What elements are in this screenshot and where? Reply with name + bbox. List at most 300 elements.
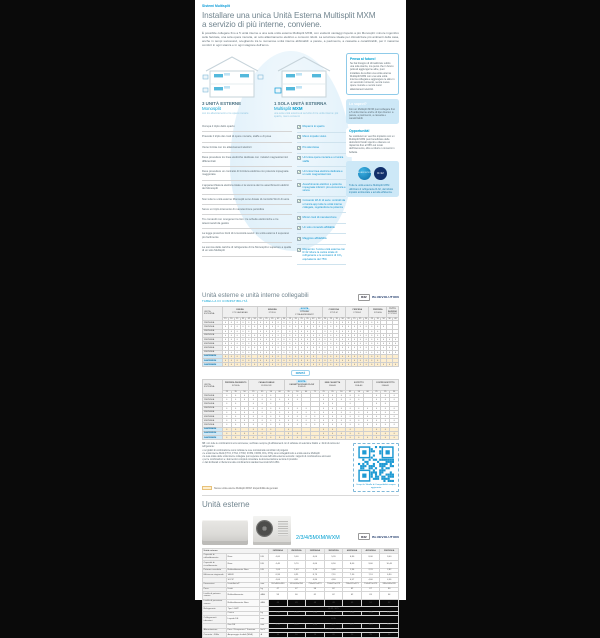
model-cell: 2MXM50A — [203, 398, 223, 402]
con-item: Prevede il triplo dei costi di opere murarie, staffe e di posa — [202, 132, 292, 142]
compat-cell: • — [258, 338, 264, 342]
compat-cell: • — [275, 354, 281, 358]
compat-cell: • — [223, 436, 232, 440]
spec-value: 6,90 — [380, 573, 399, 578]
intro-paragraph: È possibile collegare fino a 5 unità interne a una sola unità esterna Multisplit MXM, con evidenti vantaggi rispetto a più Monosplit: minore ingombro sulle facciate, una sola opera muraria, un solo allacciamento elettrico e consumi ridotti. La soluzione ideale per climatizzare più ambienti della casa, anche in tempi successivi, scegliendo tra le numerose unità interne abbinabili: a parete, a pavimento, a cassetta e canalizzabili, per il massimo comfort in ogni stanza e in ogni stagione dell'anno. — [202, 31, 399, 47]
table-row — [203, 436, 399, 440]
compat-cell: • — [316, 325, 322, 329]
compat-cell: • — [249, 402, 258, 406]
sidebar-box-opportunity — [346, 128, 399, 157]
compat-cell: • — [299, 338, 305, 342]
spec-row — [203, 599, 399, 606]
compat-cell: • — [357, 359, 363, 363]
compat-cell: • — [223, 338, 229, 342]
compat-cell: • — [354, 419, 363, 423]
compat-cell: • — [351, 333, 357, 337]
compat-cell: • — [299, 346, 305, 350]
spec-value: 7,51 — [361, 573, 380, 578]
size-header: 25 — [370, 317, 374, 320]
compat-cell: • — [340, 363, 346, 367]
compat-cell: • — [319, 410, 328, 414]
compat-cell: • — [258, 398, 267, 402]
spec-row — [203, 592, 399, 599]
compat-cell: • — [305, 363, 311, 367]
size-header: 25 — [265, 317, 268, 320]
compat-cell: • — [246, 359, 252, 363]
spec-value: 4,56 — [380, 578, 399, 583]
compat-cell: • — [334, 346, 340, 350]
compat-cell: • — [240, 329, 246, 333]
size-header: 25 — [235, 317, 239, 320]
compat-cell: • — [363, 423, 372, 427]
unit-group-header: EMURA FTXJ-AW/AS/AB — [223, 306, 258, 317]
compat-cell: • — [372, 419, 381, 423]
model-cell: 3AMXM68M — [203, 363, 223, 367]
spec-subcategory: Liquido DE — [227, 616, 260, 623]
compat-cell: • — [372, 410, 381, 414]
compat-cell: • — [284, 431, 293, 435]
compat-cell: • — [337, 394, 346, 398]
compat-cell: • — [357, 321, 363, 325]
spec-value: 4,60 — [306, 561, 325, 568]
spec-value: 47 — [269, 587, 288, 592]
compat-cell: • — [249, 415, 258, 419]
compatibility-table — [202, 379, 399, 441]
spec-unit: mm — [260, 616, 269, 623]
compat-cell: • — [269, 342, 275, 346]
spec-subcategory: Tipo / GWP — [227, 607, 260, 612]
check-icon: ✓ — [298, 215, 302, 220]
compat-cell: • — [381, 350, 387, 354]
spec-category: Livello di pressione sonora — [203, 599, 227, 606]
compat-cell: • — [375, 346, 381, 350]
compat-cell: • — [346, 402, 355, 406]
compat-cell: • — [223, 410, 232, 414]
spec-value: 60 — [287, 592, 306, 599]
compatibility-table-2 — [202, 379, 399, 441]
spec-value: 20 — [324, 633, 343, 638]
title-line-1: Installare una unica Unità Esterna Multisplit MXM — [202, 11, 376, 20]
compat-cell: • — [346, 398, 355, 402]
compat-cell: • — [369, 359, 375, 363]
compat-cell: • — [369, 321, 375, 325]
compat-cell: • — [266, 415, 275, 419]
compat-cell: • — [249, 436, 258, 440]
compat-cell: • — [234, 321, 240, 325]
compat-cell: • — [275, 329, 281, 333]
compat-cell: • — [390, 419, 399, 423]
compat-cell: • — [284, 410, 293, 414]
compat-cell: • — [322, 346, 328, 350]
check-icon: ✓ — [298, 145, 302, 150]
check-icon: ✓ — [298, 156, 302, 161]
compat-cell: • — [231, 415, 240, 419]
spec-value: 4,57 — [343, 578, 362, 583]
size-header: 25 — [223, 390, 232, 393]
spec-value: 12,7 — [343, 623, 362, 628]
footnote-item: • per le combinazioni e i dati tecnici completi consultare la documentazione tecnica di prodotto — [202, 459, 298, 462]
spec-unit: kg — [260, 611, 269, 616]
spec-category: Alimentazione — [203, 628, 227, 633]
compat-cell: • — [269, 350, 275, 354]
model-cell: 2AMXM40M — [203, 427, 223, 431]
compat-cell: • — [252, 363, 258, 367]
compat-cell: • — [372, 431, 381, 435]
compat-cell: • — [266, 398, 275, 402]
size-header: 35 — [241, 317, 245, 320]
compat-cell: • — [234, 325, 240, 329]
unit-group-header: NOVITÀ CASSETTA ROUND FLOW FCAG-B — [284, 379, 319, 390]
compat-cell: • — [228, 333, 234, 337]
compat-cell: • — [269, 363, 275, 367]
spec-model-header: 3MXM52A — [324, 549, 343, 554]
compat-cell: • — [363, 338, 369, 342]
compat-cell: • — [287, 354, 293, 358]
compat-cell: • — [284, 406, 293, 410]
compat-cell: • — [334, 333, 340, 337]
compat-cell: • — [266, 419, 275, 423]
compat-cell: • — [337, 410, 346, 414]
pro-item — [297, 122, 346, 133]
compat-cell: • — [387, 346, 393, 350]
compat-cell: • — [284, 427, 293, 431]
compat-cell: • — [387, 333, 393, 337]
size-header: 50 — [253, 317, 256, 320]
pro-text: Maggiore affidabilità — [302, 237, 327, 241]
spec-value: 51 — [361, 599, 380, 606]
compat-cell: • — [228, 359, 234, 363]
compat-cell: • — [258, 333, 264, 337]
compat-cell: • — [372, 436, 381, 440]
compat-cell: • — [269, 329, 275, 333]
house-right-note: una sola unità esterna al servizio di tre unità interne: più spazio, meno consumi — [274, 111, 339, 118]
compat-cell: • — [351, 346, 357, 350]
compat-cell: • — [275, 333, 281, 337]
compat-cell: • — [293, 406, 302, 410]
compat-cell: • — [293, 363, 299, 367]
compat-cell: • — [328, 329, 334, 333]
compat-cell: • — [240, 359, 246, 363]
spec-value: 1,10 — [306, 568, 325, 573]
compat-cell: • — [269, 359, 275, 363]
compat-cell: • — [334, 363, 340, 367]
spec-value: 32 — [380, 633, 399, 638]
compat-cell: • — [228, 338, 234, 342]
spec-value: 5,00 — [287, 553, 306, 560]
compat-cell: • — [240, 354, 246, 358]
size-header: 25 — [319, 390, 328, 393]
check-icon: ✓ — [298, 226, 302, 231]
outdoor-unit-front-image — [202, 520, 248, 545]
compat-cell: • — [281, 346, 287, 350]
compat-cell: • — [322, 363, 328, 367]
compat-cell: • — [246, 363, 252, 367]
spec-merged-value: R-32 / 675 — [269, 607, 399, 612]
spec-value: 49 — [343, 599, 362, 606]
compat-cell: • — [351, 321, 357, 325]
spec-value: 49 — [287, 599, 306, 606]
pro-item — [297, 197, 346, 213]
compat-cell: • — [293, 325, 299, 329]
spec-category: Collegamenti tubazioni — [203, 616, 227, 623]
compat-cell: • — [369, 350, 375, 354]
spec-subcategory: Raffreddamento — [227, 592, 260, 599]
size-header: 35 — [328, 390, 337, 393]
compat-cell: • — [281, 333, 287, 337]
spec-unit: A — [260, 633, 269, 638]
compat-cell: • — [223, 431, 232, 435]
check-icon: ✓ — [298, 247, 302, 252]
compat-cell: • — [381, 338, 387, 342]
compat-cell: • — [281, 325, 287, 329]
model-cell: 3MXM68A — [203, 338, 223, 342]
size-header: 20 — [230, 317, 233, 320]
spec-value: 48 — [306, 599, 325, 606]
pro-text: Comando Wi-Fi di serie: controlli da un'unica app tutte le unità interne collegate, regolandone la potenza — [302, 199, 346, 209]
compat-cell: • — [372, 427, 381, 431]
compat-cell: • — [234, 363, 240, 367]
spec-category: Dimensioni — [203, 582, 227, 587]
spec-category: Peso — [203, 587, 227, 592]
spec-value: 48 — [269, 599, 288, 606]
compat-cell: • — [351, 350, 357, 354]
compat-cell: • — [363, 346, 369, 350]
check-icon: ✓ — [298, 169, 302, 174]
spec-value: 1,30 — [287, 611, 306, 616]
size-header: 35 — [284, 390, 293, 393]
compat-cell: • — [240, 350, 246, 354]
spec-unit: dBA — [260, 592, 269, 599]
compat-cell: • — [363, 436, 372, 440]
compat-cell: • — [275, 346, 281, 350]
compat-cell: • — [328, 346, 334, 350]
compat-cell: • — [328, 423, 337, 427]
spec-value: 6,80 — [343, 553, 362, 560]
compat-cell: • — [234, 338, 240, 342]
house-right-subtitle: Multisplit MXM — [274, 105, 303, 111]
compat-cell: • — [246, 338, 252, 342]
compat-cell: • — [223, 415, 232, 419]
spec-category: Capacità di riscaldamento — [203, 561, 227, 568]
unit-group-header: PERFERA FTXM-R — [346, 306, 369, 317]
spec-value: 4,40 — [269, 561, 288, 568]
compat-cell: • — [302, 419, 311, 423]
compat-cell: • — [390, 423, 399, 427]
compat-cell: • — [284, 415, 293, 419]
spec-subcategory: Amperaggio fusibili (MFA) — [227, 633, 260, 638]
compat-cell: • — [354, 394, 363, 398]
compat-cell: • — [284, 394, 293, 398]
compat-cell: • — [381, 402, 390, 406]
footnotes — [202, 443, 342, 465]
pro-text: Un'unica linea elettrica dedicata e un solo magnetotermico — [302, 169, 343, 176]
compat-cell: • — [234, 329, 240, 333]
con-item: Tre comandi non omogenei tra loro: tre schede elettroniche e tre telecomandi da gestire — [202, 215, 292, 229]
spec-subcategory: Nom. — [227, 561, 260, 568]
compat-cell: • — [363, 342, 369, 346]
compat-cell: • — [381, 431, 390, 435]
compat-cell: • — [363, 321, 369, 325]
con-item: Occupa il triplo dello spazio — [202, 122, 292, 132]
outdoor-units-heading: Unità esterne — [202, 500, 250, 510]
compat-cell: • — [305, 359, 311, 363]
brochure-page — [195, 0, 406, 636]
unit-group-header: TUTTO INVERNO FTXTM-R — [387, 306, 399, 317]
size-header: 42 — [247, 317, 251, 320]
compat-cell: • — [357, 350, 363, 354]
compat-cell: • — [293, 338, 299, 342]
compat-cell: • — [299, 359, 305, 363]
compat-cell: • — [316, 333, 322, 337]
spec-category: Livello di potenza sonora — [203, 592, 227, 599]
spec-value: 61 — [306, 592, 325, 599]
model-cell: 3MXM68A — [203, 410, 223, 414]
compat-cell: • — [281, 342, 287, 346]
compat-cell: • — [310, 338, 316, 342]
compat-cell: • — [381, 423, 390, 427]
compat-cell: • — [372, 423, 381, 427]
pro-item — [297, 245, 346, 265]
model-cell: 3MXM52A — [203, 333, 223, 337]
size-header: 20 — [259, 317, 262, 320]
compat-cell: • — [264, 329, 270, 333]
compat-cell: • — [223, 427, 232, 431]
size-header: 42 — [277, 317, 280, 320]
con-item: Deve prevedere tre linee elettriche dedicate con i relativi magnetotermici differenziali — [202, 153, 292, 167]
compat-cell: • — [240, 415, 249, 419]
compat-cell: • — [369, 363, 375, 367]
compat-cell: • — [266, 406, 275, 410]
spec-value: 20 — [343, 633, 362, 638]
compat-cell: • — [334, 325, 340, 329]
compat-cell: • — [357, 333, 363, 337]
spec-value: 4,00 — [269, 553, 288, 560]
compat-cell: • — [372, 406, 381, 410]
footnote-item: • i dati dichiarati si riferiscono alle combinazioni standard secondo EN 14511 — [202, 462, 280, 465]
compat-cell: • — [223, 325, 229, 329]
pros-list — [297, 122, 346, 265]
compat-cell: • — [310, 423, 319, 427]
size-header: 35 — [381, 390, 390, 393]
compat-cell: • — [240, 431, 249, 435]
compat-cell: • — [266, 402, 275, 406]
pro-item — [297, 167, 346, 180]
compat-cell: • — [258, 419, 267, 423]
compat-cell: • — [319, 398, 328, 402]
compat-cell: • — [258, 325, 264, 329]
compat-cell: • — [228, 363, 234, 367]
compat-cell: • — [328, 410, 337, 414]
compat-cell: • — [381, 436, 390, 440]
compat-cell: • — [316, 338, 322, 342]
compat-cell: • — [249, 406, 258, 410]
compat-cell: • — [310, 346, 316, 350]
compat-cell: • — [310, 410, 319, 414]
spec-value: 8,60 — [343, 561, 362, 568]
model-cell: 2AMXM40M — [203, 354, 223, 358]
compat-cell: • — [334, 342, 340, 346]
compat-cell: • — [319, 427, 328, 431]
size-header: 35 — [231, 390, 240, 393]
bluevolution-badge-icon: BLUEVOLUTION — [358, 167, 371, 180]
compat-cell: • — [293, 350, 299, 354]
pro-item — [297, 143, 346, 154]
size-header: 42 — [312, 317, 315, 320]
sidebar-box-text: Con un Multisplit MXM puoi collegare fino a 5 unità interne anche di tipo diverso: a parete, a pavimento, a cassetta e canalizzabili. — [349, 107, 395, 121]
spec-value: 2,82 — [380, 568, 399, 573]
model-cell: 2AMXM50M — [203, 359, 223, 363]
spec-value: 62 — [324, 587, 343, 592]
compat-cell: • — [354, 431, 363, 435]
compat-cell: • — [293, 354, 299, 358]
compat-cell: • — [228, 346, 234, 350]
compat-cell: • — [223, 329, 229, 333]
spec-subcategory: Carica — [227, 611, 260, 616]
compat-cell: • — [375, 333, 381, 337]
compat-cell: • — [310, 354, 316, 358]
compat-cell: • — [252, 359, 258, 363]
size-header: 60 — [275, 390, 284, 393]
compat-cell: • — [340, 359, 346, 363]
compat-cell: • — [275, 363, 281, 367]
spec-value: 62 — [343, 587, 362, 592]
compat-cell: • — [246, 342, 252, 346]
compat-cell: • — [223, 350, 229, 354]
compat-cell: • — [340, 325, 346, 329]
compat-cell: • — [231, 423, 240, 427]
compat-cell: • — [266, 394, 275, 398]
size-header: 35 — [359, 317, 362, 320]
spec-value: 1,80 — [343, 611, 362, 616]
spec-model-header: 4MXM80A — [361, 549, 380, 554]
compat-cell: • — [240, 342, 246, 346]
spec-value: 552x840x350 — [287, 582, 306, 587]
highlight-swatch-icon — [202, 486, 212, 490]
compat-cell: • — [351, 338, 357, 342]
sidebar-box-title: Lo sapevi? — [349, 102, 367, 107]
model-cell: 2MXM40A — [203, 321, 223, 325]
sidebar-box-didyouknow — [346, 99, 399, 123]
compat-cell: • — [284, 423, 293, 427]
compatibility-table — [202, 306, 399, 368]
compat-cell: • — [302, 410, 311, 414]
compat-cell: • — [334, 329, 340, 333]
compat-cell: • — [234, 333, 240, 337]
compat-cell: • — [322, 325, 328, 329]
compat-cell: • — [328, 419, 337, 423]
con-item: Viene fornita con tre allacciamenti elettrici — [202, 143, 292, 153]
spec-model-header: 2MXM40A — [269, 549, 288, 554]
compat-cell: • — [231, 419, 240, 423]
compat-cell: • — [231, 406, 240, 410]
spec-value: 5,20 — [324, 553, 343, 560]
table-row — [203, 363, 399, 367]
compat-cell: • — [392, 338, 398, 342]
model-cell: 3MXM52A — [203, 406, 223, 410]
compat-cell: • — [375, 325, 381, 329]
con-item: Non tutte le unità esterne Monosplit sono dotate di controllo Wi-Fi di serie — [202, 195, 292, 205]
compat-cell: • — [310, 329, 316, 333]
compat-cell: • — [275, 321, 281, 325]
spec-category: Refrigerante — [203, 607, 227, 612]
compat-cell: • — [322, 321, 328, 325]
compat-cell: • — [319, 436, 328, 440]
compat-cell: • — [387, 363, 393, 367]
compat-cell: • — [293, 398, 302, 402]
unit-group-header: MINI CASSETTA FFA-A9 — [319, 379, 345, 390]
compat-cell: • — [249, 431, 258, 435]
compat-cell: • — [269, 325, 275, 329]
